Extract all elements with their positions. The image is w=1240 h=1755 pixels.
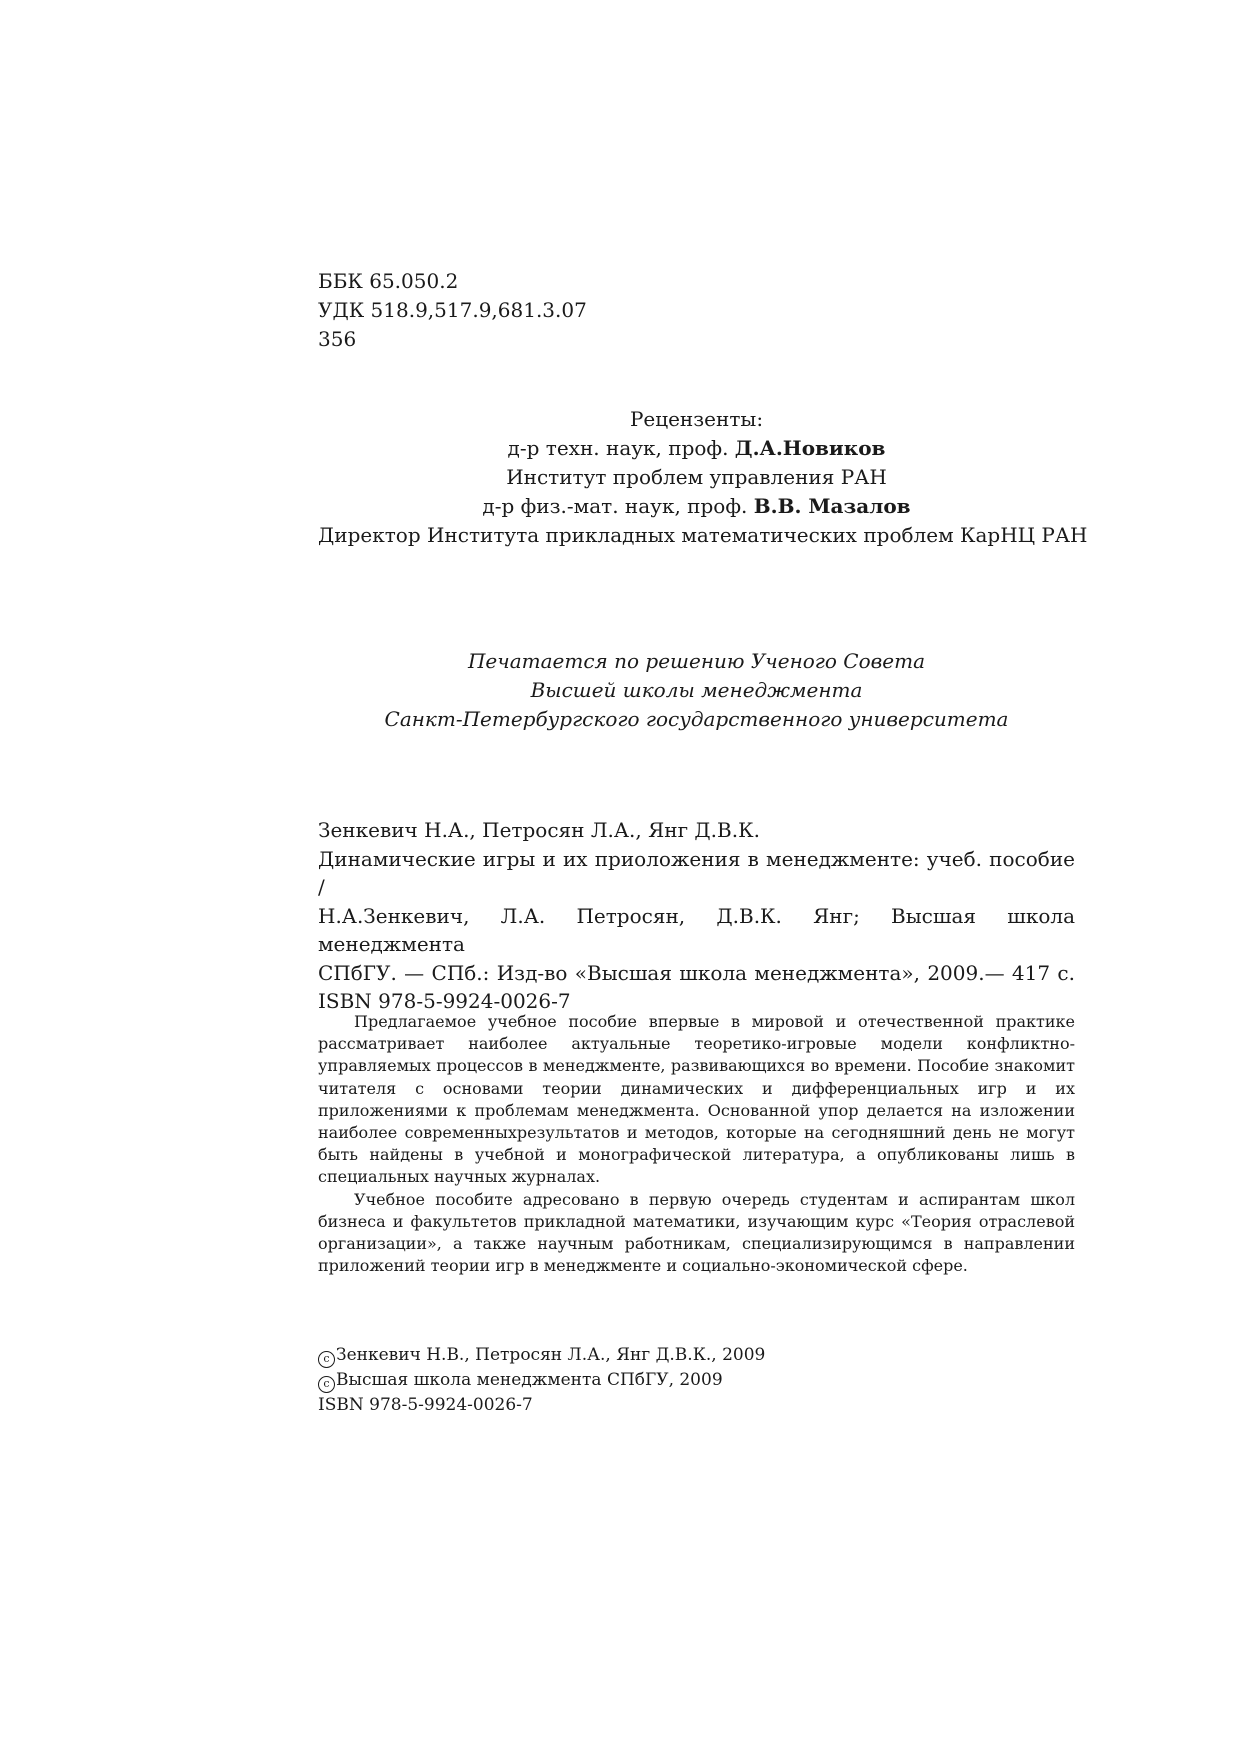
reviewer-2-name: В.В. Мазалов (753, 494, 911, 518)
copyright-authors (318, 1343, 1075, 1368)
abstract-paragraph-2: Учебное пособите адресовано в первую очередь студентам и аспирантам школ бизнеса и факультетов прикладной математики, изучающим курс «Теория отраслевой организации», а также научным работникам, специализирующимся в направлении приложений теории игр в менеджменте и социально-экономической сфере. (318, 1189, 1075, 1276)
reviewer-2-degree: д-р физ.-мат. наук, проф. (482, 494, 754, 518)
author-sign-number: 356 (318, 327, 357, 351)
reviewer-1-affiliation: Институт проблем управления РАН (506, 465, 887, 489)
publication-note-line-3: Санкт-Петербургского государственного университета (384, 707, 1009, 731)
record-line-1: Динамические игры и их приоложения в менеджменте: учеб. пособие / (318, 846, 1075, 899)
record-isbn: ISBN 978-5-9924-0026-7 (318, 989, 571, 1013)
reviewer-1-degree: д-р техн. наук, проф. (507, 436, 735, 460)
publication-note-line-2: Высшей школы менеджмента (530, 678, 863, 702)
record-line-3: СПбГУ. — СПб.: Изд-во «Высшая школа менеджмента», 2009.— 417 с. (318, 960, 1075, 985)
copyright-section (318, 1343, 1075, 1417)
copyright-icon: c (318, 1351, 335, 1368)
reviewer-2 (318, 492, 1075, 521)
bibliographic-record (318, 816, 1075, 1016)
publication-note (318, 647, 1075, 734)
copyright-isbn: ISBN 978-5-9924-0026-7 (318, 1395, 533, 1415)
reviewer-1-name: Д.А.Новиков (734, 436, 886, 460)
record-authors: Зенкевич Н.А., Петросян Л.А., Янг Д.В.К. (318, 818, 760, 842)
copyright-authors-text: Зенкевич Н.В., Петросян Л.А., Янг Д.В.К., 2009 (336, 1345, 766, 1365)
classification-codes (318, 267, 1075, 354)
bbk-code: ББК 65.050.2 (318, 269, 459, 293)
reviewers-heading: Рецензенты: (629, 407, 764, 431)
copyright-publisher (318, 1368, 1075, 1393)
reviewer-1 (318, 434, 1075, 463)
abstract (318, 1011, 1075, 1277)
reviewer-2-affiliation: Директор Института прикладных математических проблем КарНЦ РАН (318, 523, 1088, 547)
reviewers-section (318, 405, 1088, 550)
record-line-2: Н.А.Зенкевич, Л.А. Петросян, Д.В.К. Янг; Высшая школа менеджмента (318, 903, 1075, 956)
publication-note-line-1: Печатается по решению Ученого Совета (467, 649, 925, 673)
copyright-publisher-text: Высшая школа менеджмента СПбГУ, 2009 (336, 1370, 723, 1390)
abstract-paragraph-1: Предлагаемое учебное пособие впервые в мировой и отечественной практике рассматривает наиболее актуальные теоретико-игровые модели конфликтно-управляемых процессов в менеджменте, развивающихся во времени. Пособие знакомит читателя с основами теории динамических и дифференциальных игр и их приложениями к проблемам менеджмента. Основанной упор делается на изложении наиболее современныхрезультатов и методов, которые на сегодняшний день не могут быть найдены в учебной и монографической литература, а опубликованы лишь в специальных научных журналах. (318, 1012, 1075, 1187)
copyright-icon: c (318, 1376, 335, 1393)
udk-code: УДК 518.9,517.9,681.3.07 (318, 298, 587, 322)
